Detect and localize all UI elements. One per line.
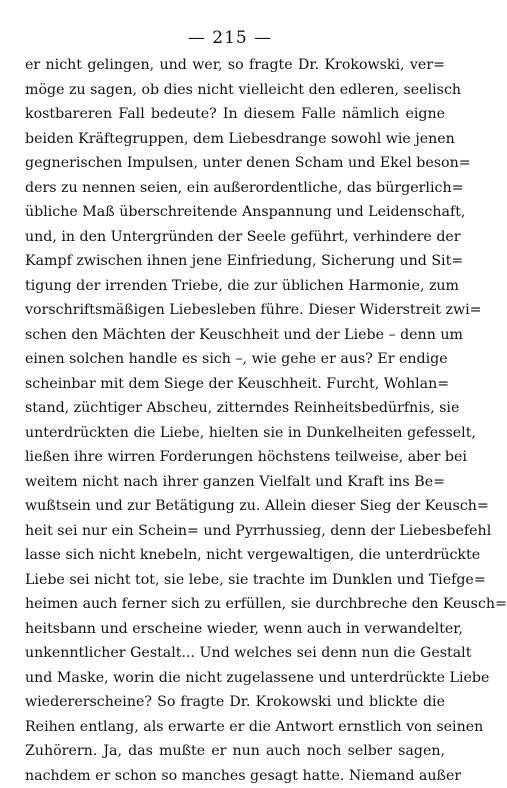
text-line: wiedererscheine? So fragte Dr. Krokowski und blickte die [25,690,445,715]
text-line: tigung der irrenden Triebe, die zur üblichen Harmonie, zum [25,274,445,299]
text-line: stand, züchtiger Abscheu, zitterndes Reinheitsbedürfnis, sie [25,396,445,421]
text-line: beiden Kräftegruppen, dem Liebesdrange sowohl wie jenen [25,127,445,152]
text-line: heit sei nur ein Schein= und Pyrrhussieg, denn der Liebesbefehl [25,519,445,544]
body-text [25,53,445,788]
text-line: scheinbar mit dem Siege der Keuschheit. Furcht, Wohlan= [25,372,445,397]
text-line: heimen auch ferner sich zu erfüllen, sie durchbreche den Keusch= [25,592,445,617]
text-line: Liebe sei nicht tot, sie lebe, sie trachte im Dunklen und Tiefge= [25,568,445,593]
text-line: übliche Maß überschreitende Anspannung und Leidenschaft, [25,200,445,225]
page-number: — 215 — [0,28,460,48]
text-line: lasse sich nicht knebeln, nicht vergewaltigen, die unterdrückte [25,543,445,568]
text-line: Kampf zwischen ihnen jene Einfriedung, Sicherung und Sit= [25,249,445,274]
text-line: ließen ihre wirren Forderungen höchstens teilweise, aber bei [25,445,445,470]
text-line: gegnerischen Impulsen, unter denen Scham und Ekel beson= [25,151,445,176]
text-line: Reihen entlang, als erwarte er die Antwort ernstlich von seinen [25,715,445,740]
text-line: unkenntlicher Gestalt... Und welches sei denn nun die Gestalt [25,641,445,666]
text-line: schen den Mächten der Keuschheit und der Liebe – denn um [25,323,445,348]
text-line: nachdem er schon so manches gesagt hatte. Niemand außer [25,764,445,788]
text-line: möge zu sagen, ob dies nicht vielleicht den edleren, seelisch [25,78,445,103]
text-line: weitem nicht nach ihrer ganzen Vielfalt und Kraft ins Be= [25,470,445,495]
text-line: Zuhörern. Ja, das mußte er nun auch noch selber sagen, [25,739,445,764]
text-line: heitsbann und erscheine wieder, wenn auch in verwandelter, [25,617,445,642]
text-line: unterdrückten die Liebe, hielten sie in Dunkelheiten gefesselt, [25,421,445,446]
text-line: und, in den Untergründen der Seele geführt, verhindere der [25,225,445,250]
text-line: und Maske, worin die nicht zugelassene und unterdrückte Liebe [25,666,445,691]
text-line: kostbareren Fall bedeute? In diesem Falle nämlich eigne [25,102,445,127]
text-line: ders zu nennen seien, ein außerordentliche, das bürgerlich= [25,176,445,201]
text-line: wußtsein und zur Betätigung zu. Allein dieser Sieg der Keusch= [25,494,445,519]
text-line: vorschriftsmäßigen Liebesleben führe. Dieser Widerstreit zwi= [25,298,445,323]
text-line: er nicht gelingen, und wer, so fragte Dr. Krokowski, ver= [25,53,445,78]
text-line: einen solchen handle es sich –, wie gehe er aus? Er endige [25,347,445,372]
